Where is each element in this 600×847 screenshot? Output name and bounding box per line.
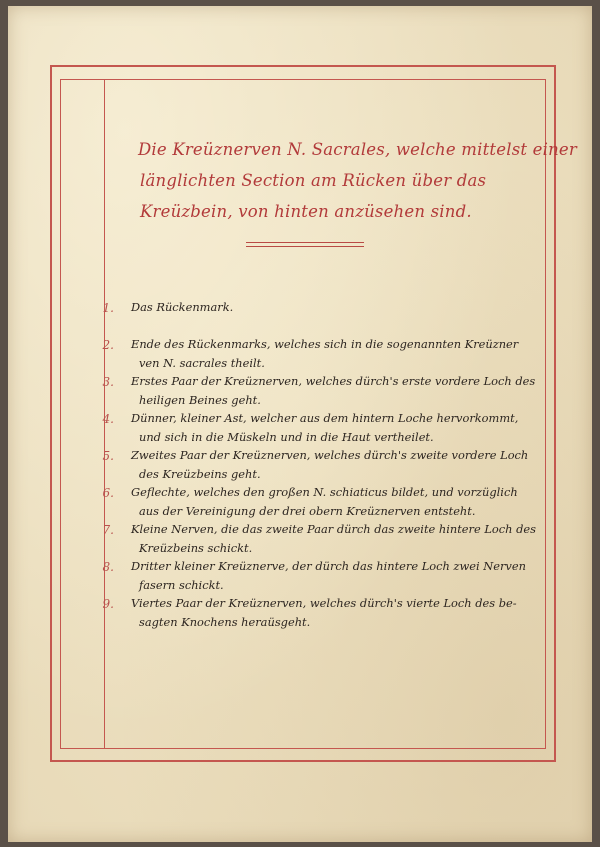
title-line: Die Kreüznerven N. Sacrales, welche mittelst einer bbox=[138, 140, 577, 159]
item-text bbox=[131, 520, 551, 558]
item-line: Geflechte, welches den großen N. schiaticus bildet, und vorzüglich bbox=[131, 485, 518, 499]
item-line: fasern schickt. bbox=[139, 578, 224, 592]
item-line: Dünner, kleiner Ast, welcher aus dem hintern Loche hervorkommt, bbox=[131, 411, 519, 425]
item-line: Zweites Paar der Kreüznerven, welches dürch's zweite vordere Loch bbox=[131, 448, 529, 462]
item-number: 5. bbox=[102, 449, 114, 463]
manuscript-page bbox=[8, 6, 592, 842]
list-item bbox=[92, 446, 552, 483]
item-line: sagten Knochens heraüsgeht. bbox=[139, 615, 311, 629]
list-item bbox=[92, 483, 552, 520]
item-line: Kreüzbeins schickt. bbox=[139, 541, 253, 555]
item-number: 9. bbox=[102, 597, 114, 611]
item-line: heiligen Beines geht. bbox=[139, 393, 261, 407]
list-item bbox=[92, 298, 552, 335]
frame-left-outer bbox=[50, 65, 52, 762]
item-text bbox=[131, 298, 551, 317]
list-item bbox=[92, 520, 552, 557]
item-number: 1. bbox=[102, 301, 114, 315]
title-line: Kreüzbein, von hinten anzüsehen sind. bbox=[140, 202, 472, 221]
item-number: 4. bbox=[102, 412, 114, 426]
frame-left-inner bbox=[60, 79, 61, 749]
item-line: Dritter kleiner Kreüznerve, der dürch das hintere Loch zwei Nerven bbox=[131, 559, 526, 573]
item-line: ven N. sacrales theilt. bbox=[139, 356, 265, 370]
item-text bbox=[131, 483, 551, 521]
frame-bottom-inner bbox=[60, 748, 546, 749]
title-line: länglichten Section am Rücken über das bbox=[140, 171, 487, 190]
item-line: Das Rückenmark. bbox=[131, 300, 234, 314]
list-item bbox=[92, 594, 552, 631]
item-text bbox=[131, 594, 551, 632]
item-number: 6. bbox=[102, 486, 114, 500]
title-divider-top bbox=[246, 242, 364, 243]
item-line: und sich in die Müskeln und in die Haut vertheilet. bbox=[139, 430, 434, 444]
item-text bbox=[131, 409, 551, 447]
item-number: 3. bbox=[102, 375, 114, 389]
list-item bbox=[92, 335, 552, 372]
item-line: Viertes Paar der Kreüznerven, welches dürch's vierte Loch des be- bbox=[131, 596, 517, 610]
list-item bbox=[92, 409, 552, 446]
item-number: 8. bbox=[102, 560, 114, 574]
title-divider-bottom bbox=[246, 246, 364, 247]
item-text bbox=[131, 446, 551, 484]
item-line: Kleine Nerven, die das zweite Paar dürch das zweite hintere Loch des bbox=[131, 522, 536, 536]
frame-bottom-outer bbox=[50, 760, 554, 762]
list-item bbox=[92, 557, 552, 594]
frame-top-inner bbox=[60, 79, 546, 80]
item-text bbox=[131, 335, 551, 373]
item-number: 2. bbox=[102, 338, 114, 352]
item-text bbox=[131, 372, 551, 410]
item-text bbox=[131, 557, 551, 595]
frame-top-outer bbox=[50, 65, 554, 67]
item-line: aus der Vereinigung der drei obern Kreüznerven entsteht. bbox=[139, 504, 476, 518]
page-title bbox=[138, 134, 577, 227]
legend-list bbox=[92, 298, 552, 631]
list-item bbox=[92, 372, 552, 409]
item-line: Erstes Paar der Kreüznerven, welches dürch's erste vordere Loch des bbox=[131, 374, 536, 388]
item-number: 7. bbox=[102, 523, 114, 537]
item-line: Ende des Rückenmarks, welches sich in die sogenannten Kreüzner bbox=[131, 337, 519, 351]
item-line: des Kreüzbeins geht. bbox=[139, 467, 261, 481]
